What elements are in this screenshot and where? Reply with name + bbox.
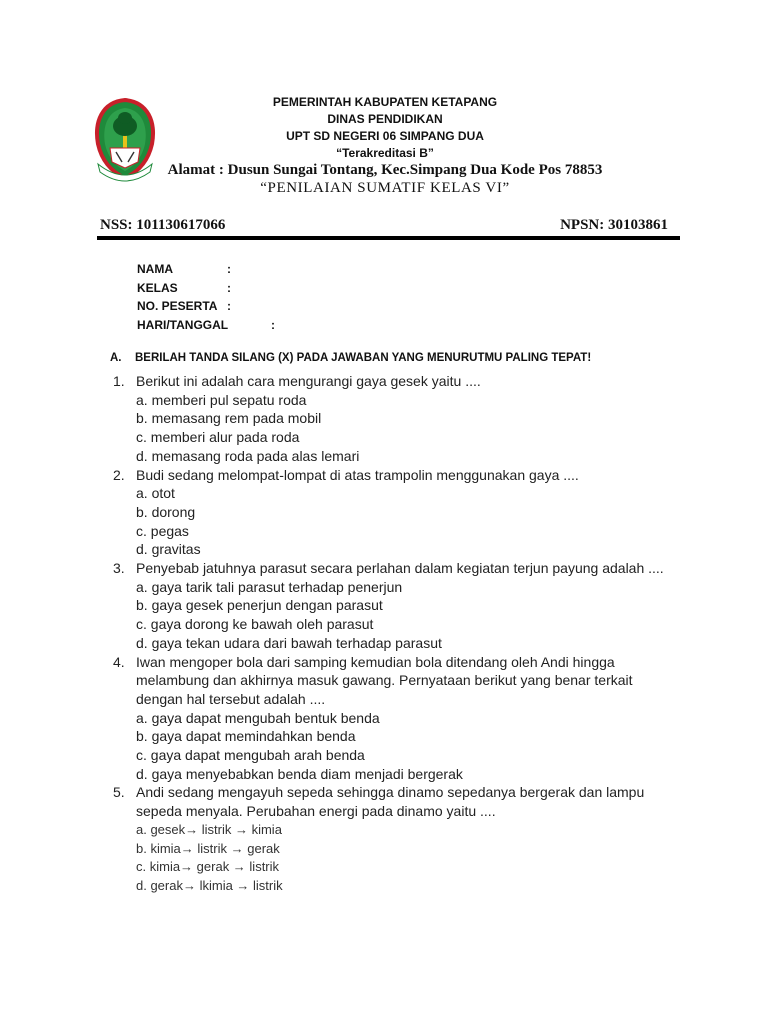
question-item: [113, 559, 673, 653]
identity-label: NAMA: [137, 262, 173, 276]
section-instruction: [110, 352, 591, 364]
answer-option[interactable]: c. gaya dorong ke bawah oleh parasut: [136, 616, 374, 633]
question-number: 3.: [113, 560, 125, 577]
identity-row-nama: [137, 260, 231, 279]
answer-option[interactable]: a. memberi pul sepatu roda: [136, 391, 307, 408]
answer-option[interactable]: d. gravitas: [136, 541, 201, 558]
identity-colon: :: [227, 280, 231, 295]
letterhead: [160, 94, 610, 162]
student-identity-block: [137, 260, 275, 334]
answer-option[interactable]: a. otot: [136, 485, 175, 502]
question-item: [113, 783, 673, 895]
identity-row-hari-tanggal: [137, 316, 275, 335]
header-line-accreditation: “Terakreditasi B”: [336, 146, 434, 160]
answer-option[interactable]: b. gaya dapat memindahkan benda: [136, 728, 356, 745]
answer-option[interactable]: b. gaya gesek penerjun dengan parasut: [136, 597, 383, 614]
answer-option[interactable]: d. gaya menyebabkan benda diam menjadi bergerak: [136, 765, 463, 782]
question-item: [113, 653, 673, 784]
section-letter: A.: [110, 352, 122, 364]
header-line-department: DINAS PENDIDIKAN: [327, 112, 443, 126]
question-item: [113, 372, 673, 466]
answer-option[interactable]: c. memberi alur pada roda: [136, 429, 300, 446]
answer-option[interactable]: a. gaya tarik tali parasut terhadap penerjun: [136, 578, 403, 595]
section-instruction-text: BERILAH TANDA SILANG (X) PADA JAWABAN YANG MENURUTMU PALING TEPAT!: [135, 352, 592, 364]
identity-row-kelas: [137, 279, 231, 298]
nss-number: NSS: 101130617066: [100, 217, 226, 233]
answer-option[interactable]: c. pegas: [136, 522, 189, 539]
identity-colon: :: [227, 262, 231, 276]
answer-option[interactable]: d. gerak→ lkimia → listrik: [136, 877, 283, 893]
answer-option[interactable]: b. dorong: [136, 503, 196, 520]
npsn-number: NPSN: 30103861: [560, 217, 668, 233]
question-item: [113, 466, 673, 560]
header-line-government: PEMERINTAH KABUPATEN KETAPANG: [272, 95, 498, 109]
question-text: Berikut ini adalah cara mengurangi gaya gesek yaitu ....: [136, 373, 481, 389]
question-text: Budi sedang melompat-lompat di atas trampolin menggunakan gaya ....: [136, 466, 579, 483]
identity-label: HARI/TANGGAL: [137, 317, 229, 332]
header-line-school: UPT SD NEGERI 06 SIMPANG DUA: [286, 129, 484, 143]
header-divider: [97, 236, 680, 240]
answer-option[interactable]: a. gaya dapat mengubah bentuk benda: [136, 709, 380, 726]
answer-option[interactable]: c. kimia→ gerak → listrik: [136, 859, 280, 875]
identity-colon: :: [271, 317, 275, 332]
identity-label: NO. PESERTA: [137, 299, 218, 313]
school-address: Alamat : Dusun Sungai Tontang, Kec.Simpang Dua Kode Pos 78853: [167, 162, 603, 178]
assessment-title: “PENILAIAN SUMATIF KELAS VI”: [260, 180, 510, 196]
answer-option[interactable]: b. memasang rem pada mobil: [136, 410, 322, 427]
answer-option[interactable]: d. memasang roda pada alas lemari: [136, 447, 360, 464]
question-number: 1.: [113, 373, 125, 389]
question-text: Andi sedang mengayuh sepeda sehingga dinamo sepedanya bergerak dan lampu sepeda menyala. Perubahan energi pada dinamo yaitu ....: [136, 784, 645, 820]
answer-option[interactable]: d. gaya tekan udara dari bawah terhadap parasut: [136, 634, 442, 651]
question-text: Penyebab jatuhnya parasut secara perlahan dalam kegiatan terjun payung adalah ....: [136, 560, 664, 577]
question-list: [113, 372, 673, 896]
question-number: 2.: [113, 466, 125, 483]
answer-option[interactable]: a. gesek→ listrik → kimia: [136, 821, 282, 837]
answer-option[interactable]: c. gaya dapat mengubah arah benda: [136, 747, 365, 764]
regency-emblem-icon: [92, 96, 158, 182]
identity-row-no-peserta: [137, 297, 231, 316]
question-text: Iwan mengoper bola dari samping kemudian bola ditendang oleh Andi hingga melambung dan akhirnya masuk gawang. Pernyataan berikut yang benar terkait dengan hal tersebut adalah ....: [136, 653, 633, 707]
identity-label: KELAS: [137, 280, 178, 295]
answer-option[interactable]: b. kimia→ listrik → gerak: [136, 840, 280, 856]
identity-colon: :: [227, 299, 231, 313]
question-number: 4.: [113, 653, 125, 670]
question-number: 5.: [113, 784, 125, 801]
